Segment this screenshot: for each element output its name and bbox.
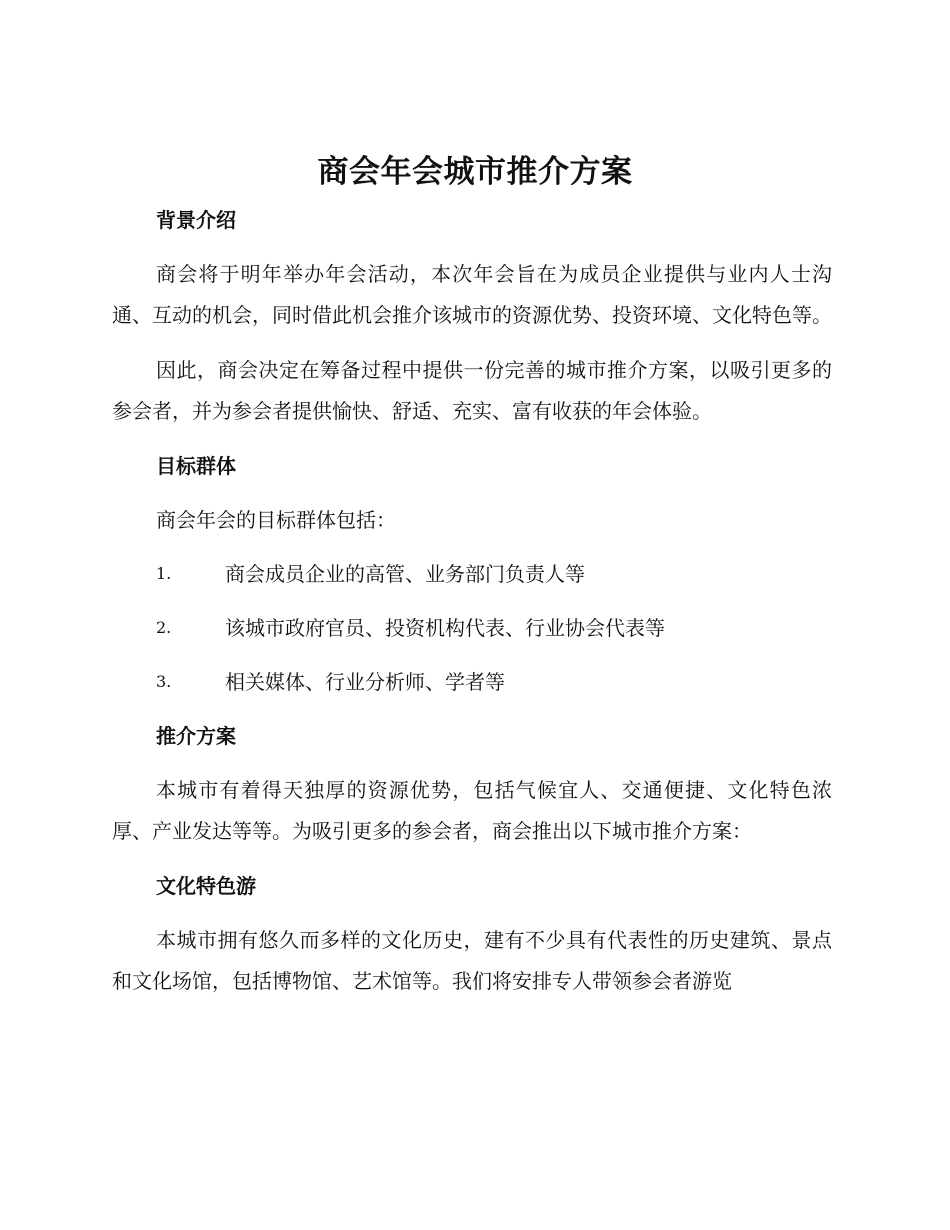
section-heading-plan: 推介方案 — [156, 724, 236, 748]
list-text: 该城市政府官员、投资机构代表、行业协会代表等 — [225, 616, 665, 640]
culture-paragraph-1: 本城市拥有悠久而多样的文化历史，建有不少具有代表性的历史建筑、景点和文化场馆，包括博物馆、艺术馆等。我们将安排专人带领参会者游览 — [112, 928, 832, 993]
target-intro: 商会年会的目标群体包括： — [156, 508, 396, 532]
list-item — [112, 662, 832, 702]
list-text: 商会成员企业的高管、业务部门负责人等 — [225, 562, 585, 586]
list-item — [112, 554, 832, 594]
list-item — [112, 608, 832, 648]
section-heading-culture: 文化特色游 — [156, 874, 256, 898]
list-number: 2. — [156, 618, 172, 637]
background-paragraph-1: 商会将于明年举办年会活动，本次年会旨在为成员企业提供与业内人士沟通、互动的机会，同时借此机会推介该城市的资源优势、投资环境、文化特色等。 — [112, 262, 832, 327]
list-number: 1. — [156, 564, 172, 583]
section-heading-target: 目标群体 — [156, 454, 236, 478]
plan-paragraph-1: 本城市有着得天独厚的资源优势，包括气候宜人、交通便捷、文化特色浓厚、产业发达等等。为吸引更多的参会者，商会推出以下城市推介方案： — [112, 778, 832, 843]
section-heading-background: 背景介绍 — [156, 208, 236, 232]
document-body — [112, 200, 832, 1016]
document-title: 商会年会城市推介方案 — [317, 154, 633, 190]
list-text: 相关媒体、行业分析师、学者等 — [225, 670, 505, 694]
list-number: 3. — [156, 672, 172, 691]
background-paragraph-2: 因此，商会决定在筹备过程中提供一份完善的城市推介方案，以吸引更多的参会者，并为参会者提供愉快、舒适、充实、富有收获的年会体验。 — [112, 358, 832, 423]
